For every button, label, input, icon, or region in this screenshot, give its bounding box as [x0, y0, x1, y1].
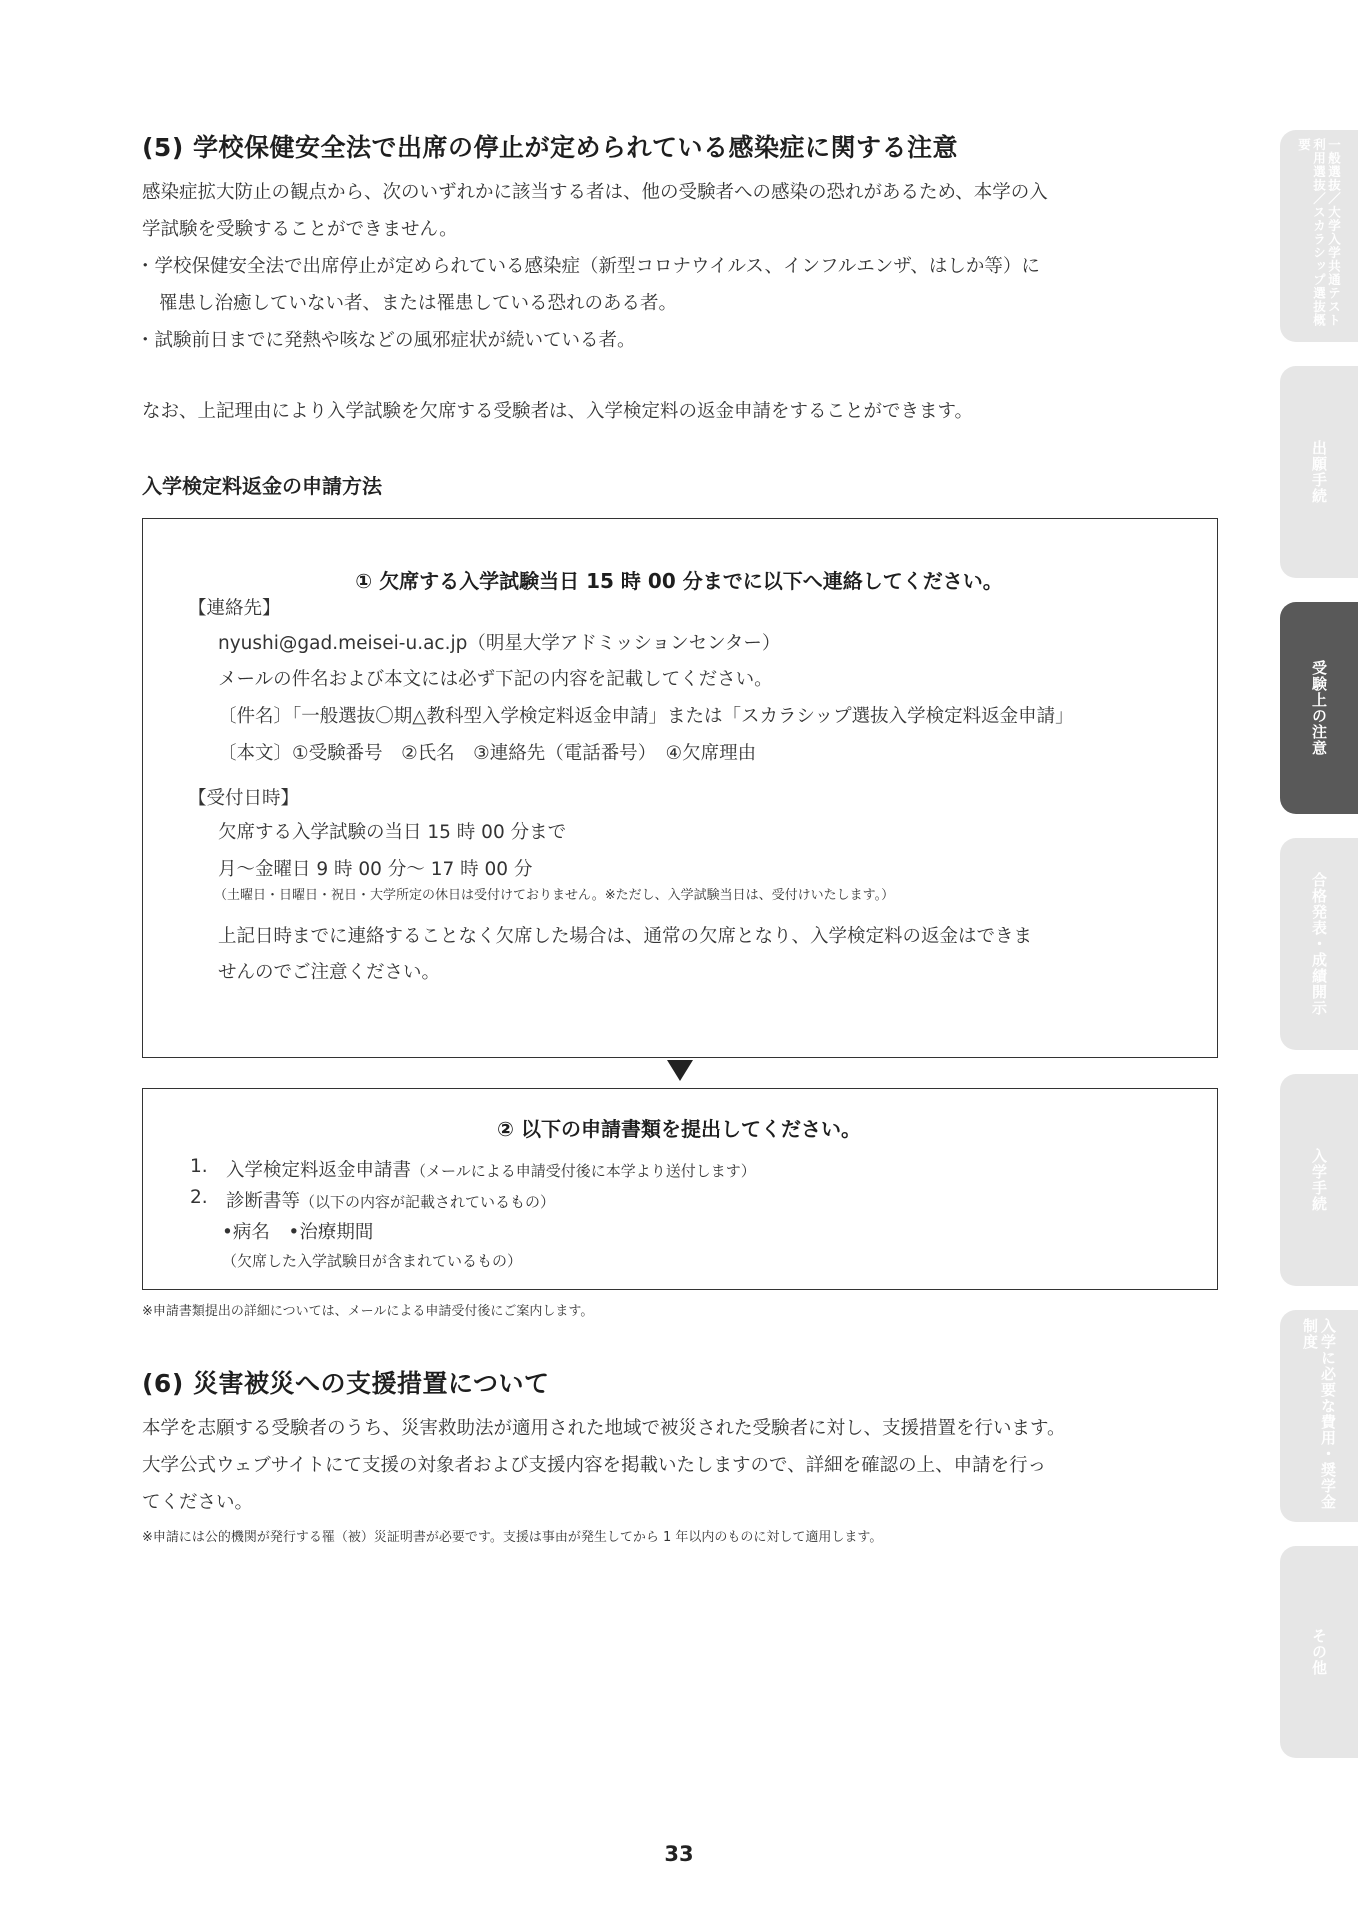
doc-item2-number: 2. — [190, 1187, 208, 1208]
side-tab-enrollment[interactable] — [1280, 1074, 1358, 1286]
side-tab-costs-scholarships[interactable] — [1280, 1310, 1358, 1522]
side-tab-selection-overview[interactable] — [1280, 130, 1358, 342]
reception-note: （土曜日・日曜日・祝日・大学所定の休日は受付けておりません。※ただし、入学試験当日は、受付けいたします。） — [214, 888, 895, 903]
section5-bullet2: ・試験前日までに発熱や咳などの風邪症状が続いている者。 — [136, 330, 636, 351]
reception-deadline: 欠席する入学試験の当日 15 時 00 分まで — [218, 822, 567, 843]
side-tab-label: 一般選抜／大学入学共通テスト利用選抜／スカラシップ選抜概要 — [1296, 138, 1342, 327]
mail-instructions: メールの件名および本文には必ず下記の内容を記載してください。 — [218, 669, 773, 690]
doc-item1-number: 1. — [190, 1156, 208, 1177]
side-tab-label: 受験上の注意 — [1310, 660, 1328, 756]
doc-item2-label: 診断書等 — [226, 1191, 301, 1212]
documents-footnote: ※申請書類提出の詳細については、メールによる申請受付後にご案内します。 — [142, 1304, 594, 1319]
side-tab-other[interactable] — [1280, 1546, 1358, 1758]
mail-subject-format: 〔件名〕「一般選抜〇期△教科型入学検定料返金申請」または「スカラシップ選抜入学検定料返金申請」 — [218, 706, 1074, 727]
section6-line3: てください。 — [142, 1492, 254, 1513]
warning-line1: 上記日時までに連絡することなく欠席した場合は、通常の欠席となり、入学検定料の返金はできま — [218, 926, 1033, 947]
refund-method-heading: 入学検定料返金の申請方法 — [142, 474, 382, 498]
mail-body-format: 〔本文〕①受験番号 ②氏名 ③連絡先（電話番号） ④欠席理由 — [218, 743, 757, 764]
section6-footnote: ※申請には公的機関が発行する罹（被）災証明書が必要です。支援は事由が発生してから 1 年以内のものに対して適用します。 — [142, 1530, 883, 1545]
side-tab-label: 入学手続 — [1310, 1148, 1328, 1212]
section5-bullet1-line2: 罹患し治癒していない者、または罹患している恐れのある者。 — [159, 293, 678, 314]
section5-intro-line2: 学試験を受験することができません。 — [142, 219, 458, 240]
side-tab-exam-notes[interactable] — [1280, 602, 1358, 814]
side-tab-label: その他 — [1310, 1628, 1328, 1676]
side-tab-label: 入学に必要な費用・奨学金制度 — [1301, 1318, 1337, 1510]
section6-line1: 本学を志願する受験者のうち、災害救助法が適用された地域で被災された受験者に対し、支援措置を行います。 — [142, 1418, 1066, 1439]
side-tab-label: 合格発表・成績開示 — [1310, 872, 1328, 1016]
warning-line2: せんのでご注意ください。 — [218, 962, 441, 983]
section5-note: なお、上記理由により入学試験を欠席する受験者は、入学検定料の返金申請をすることができます。 — [142, 401, 974, 422]
section6-heading: (6) 災害被災への支援措置について — [142, 1369, 550, 1398]
doc-item1-note: （メールによる申請受付後に本学より送付します） — [411, 1162, 756, 1180]
box1-title: ① 欠席する入学試験当日 15 時 00 分までに以下へ連絡してください。 — [355, 569, 1003, 593]
page-number: 33 — [664, 1842, 694, 1866]
reception-label: 【受付日時】 — [188, 788, 300, 809]
doc-item2-note: （以下の内容が記載されているもの） — [300, 1193, 556, 1211]
contact-email: nyushi@gad.meisei-u.ac.jp（明星大学アドミッションセンター） — [218, 633, 781, 654]
section5-bullet1-line1: ・学校保健安全法で出席停止が定められている感染症（新型コロナウイルス、インフルエンザ、はしか等）に — [136, 256, 1040, 277]
box2-title: ② 以下の申請書類を提出してください。 — [497, 1117, 861, 1141]
doc-item2-subnote: （欠席した入学試験日が含まれているもの） — [222, 1252, 523, 1270]
doc-item1-label: 入学検定料返金申請書 — [226, 1160, 412, 1181]
doc-item1 — [226, 1156, 756, 1182]
side-tab-results[interactable] — [1280, 838, 1358, 1050]
side-tab-label: 出願手続 — [1310, 440, 1328, 504]
doc-item2 — [226, 1187, 555, 1213]
side-tab-application[interactable] — [1280, 366, 1358, 578]
section5-heading: (5) 学校保健安全法で出席の停止が定められている感染症に関する注意 — [142, 133, 958, 162]
contact-label: 【連絡先】 — [188, 598, 281, 619]
reception-hours: 月～金曜日 9 時 00 分～ 17 時 00 分 — [218, 859, 533, 880]
section6-line2: 大学公式ウェブサイトにて支援の対象者および支援内容を掲載いたしますので、詳細を確認の上、申請を行っ — [142, 1455, 1047, 1476]
section5-intro-line1: 感染症拡大防止の観点から、次のいずれかに該当する者は、他の受験者への感染の恐れがあるため、本学の入 — [142, 182, 1048, 203]
down-arrow-icon — [667, 1060, 693, 1081]
doc-item2-details: •病名 •治療期間 — [222, 1222, 374, 1243]
